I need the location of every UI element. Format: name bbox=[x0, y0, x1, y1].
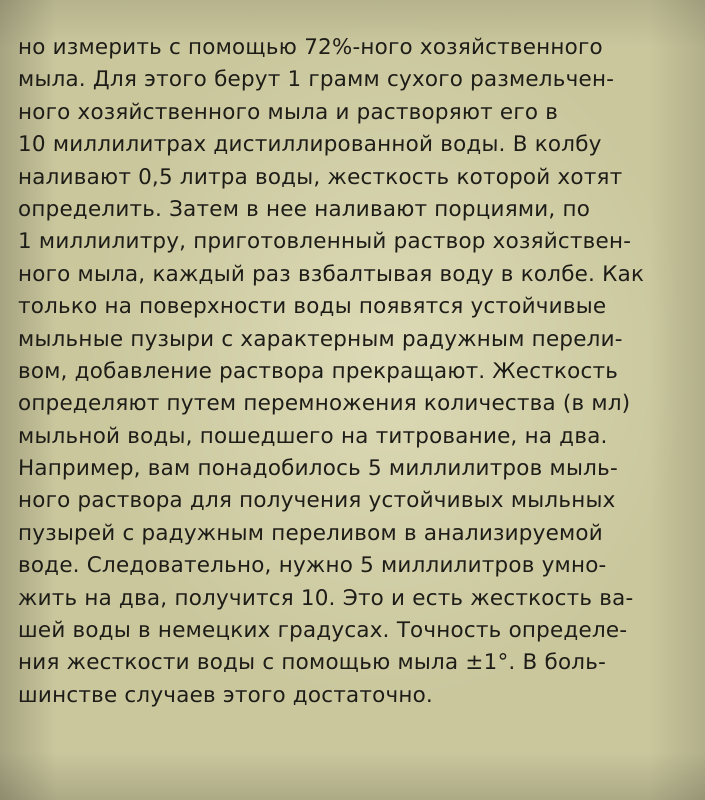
text-line: ного мыла, каждый раз взбалтывая воду в колбе. Как bbox=[17, 261, 645, 287]
previous-line-fragment bbox=[330, 0, 630, 10]
text-line: мыльные пузыри с характерным радужным перели- bbox=[17, 326, 623, 352]
text-line: ного раствора для получения устойчивых мыльных bbox=[17, 488, 616, 514]
body-text bbox=[18, 32, 698, 712]
text-line: 1 миллилитру, приготовленный раствор хозяйствен- bbox=[17, 229, 632, 255]
text-line: мыльной воды, пошедшего на титрование, на два. bbox=[17, 423, 608, 449]
text-line: определить. Затем в нее наливают порциями, по bbox=[17, 196, 591, 222]
text-line: шинстве случаев этого достаточно. bbox=[17, 682, 434, 708]
text-line: только на поверхности воды появятся устойчивые bbox=[17, 294, 607, 320]
text-line: наливают 0,5 литра воды, жесткость которой хотят bbox=[17, 164, 623, 190]
text-line: ния жесткости воды с помощью мыла ±1°. В боль- bbox=[17, 650, 607, 676]
text-line: мыла. Для этого берут 1 грамм сухого размельчен- bbox=[17, 67, 615, 93]
text-line: шей воды в немецких градусах. Точность определе- bbox=[17, 618, 628, 644]
text-line: 10 миллилитрах дистиллированной воды. В колбу bbox=[17, 132, 602, 158]
text-line: вом, добавление раствора прекращают. Жесткость bbox=[17, 358, 619, 384]
text-line: ного хозяйственного мыла и растворяют его в bbox=[17, 99, 559, 125]
text-line: определяют путем перемножения количества (в мл) bbox=[17, 391, 631, 417]
text-line: Например, вам понадобилось 5 миллилитров мыль- bbox=[17, 456, 619, 482]
text-line: пузырей с радужным переливом в анализируемой bbox=[17, 520, 604, 546]
text-line: но измерить с помощью 72%-ного хозяйственного bbox=[17, 35, 604, 60]
text-line: воде. Следовательно, нужно 5 миллилитров умно- bbox=[17, 553, 607, 579]
text-line: жить на два, получится 10. Это и есть жесткость ва- bbox=[17, 585, 634, 611]
